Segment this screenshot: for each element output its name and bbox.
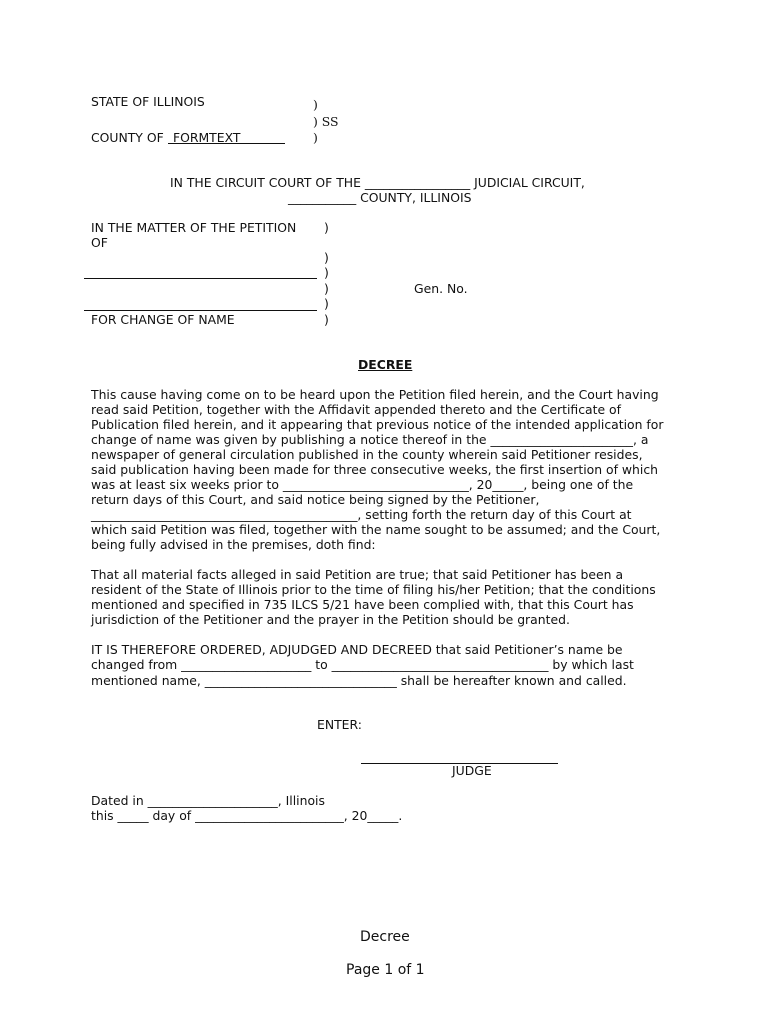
- para1-line: change of name was given by publishing a notice thereof in the _______________________, a: [91, 432, 649, 447]
- county-label: COUNTY OF: [91, 130, 164, 145]
- footer-document-name: Decree: [360, 929, 410, 945]
- matter-line1: IN THE MATTER OF THE PETITION: [91, 220, 297, 235]
- gen-no-label: Gen. No.: [414, 281, 468, 296]
- dated-line1: Dated in _____________________, Illinois: [91, 793, 325, 808]
- para1-line: read said Petition, together with the Affidavit appended thereto and the Certificate of: [91, 402, 621, 417]
- caption-paren: ): [324, 220, 329, 235]
- court-heading-line1: IN THE CIRCUIT COURT OF THE _________________ JUDICIAL CIRCUIT,: [170, 175, 585, 190]
- para3-line: changed from _____________________ to ___________________________________ by which last: [91, 657, 634, 672]
- para1-line: return days of this Court, and said notice being signed by the Petitioner,: [91, 492, 540, 507]
- court-heading-line2: ___________ COUNTY, ILLINOIS: [288, 190, 472, 205]
- caption-paren: ): [324, 296, 329, 311]
- petitioner-name-line-1: [84, 278, 317, 279]
- header-paren-3: ): [313, 130, 318, 145]
- county-form-field[interactable]: FORMTEXT: [173, 130, 241, 145]
- para2-line: That all material facts alleged in said Petition are true; that said Petitioner has been a: [91, 567, 624, 582]
- matter-line2: OF: [91, 235, 108, 250]
- para2-line: jurisdiction of the Petitioner and the prayer in the Petition should be granted.: [91, 612, 570, 627]
- para1-line: said publication having been made for three consecutive weeks, the first insertion of which: [91, 462, 659, 477]
- para2-line: mentioned and specified in 735 ILCS 5/21 have been complied with, that this Court has: [91, 597, 634, 612]
- judge-label: JUDGE: [452, 763, 492, 778]
- ss-marker: ) SS: [313, 114, 339, 129]
- para2-line: resident of the State of Illinois prior to the time of filing his/her Petition; that the conditions: [91, 582, 656, 597]
- caption-paren: ): [324, 265, 329, 280]
- para1-line: ___________________________________________, setting forth the return day of this Court at: [91, 507, 632, 522]
- para3-line: IT IS THEREFORE ORDERED, ADJUDGED AND DECREED that said Petitioner’s name be: [91, 642, 623, 657]
- para1-line: Publication filed herein, and it appearing that previous notice of the intended application for: [91, 417, 664, 432]
- para1-line: which said Petition was filed, together with the name sought to be assumed; and the Court,: [91, 522, 661, 537]
- for-change-label: FOR CHANGE OF NAME: [91, 312, 235, 327]
- caption-paren: ): [324, 250, 329, 265]
- para1-line: was at least six weeks prior to ______________________________, 20_____, being one of the: [91, 477, 634, 492]
- para3-line: mentioned name, _______________________________ shall be hereafter known and called.: [91, 673, 627, 688]
- para1-line: This cause having come on to be heard upon the Petition filed herein, and the Court having: [91, 387, 659, 402]
- caption-paren: ): [324, 281, 329, 296]
- enter-label: ENTER:: [317, 717, 362, 732]
- para1-line: newspaper of general circulation published in the county wherein said Petitioner resides,: [91, 447, 643, 462]
- document-title: DECREE: [358, 357, 413, 372]
- petitioner-name-line-2: [84, 310, 317, 311]
- state-heading: STATE OF ILLINOIS: [91, 94, 205, 109]
- para1-line: being fully advised in the premises, doth find:: [91, 537, 376, 552]
- caption-paren: ): [324, 312, 329, 327]
- header-paren-1: ): [313, 97, 318, 112]
- dated-line2: this _____ day of ________________________, 20_____.: [91, 808, 403, 823]
- footer-page-number: Page 1 of 1: [346, 962, 425, 978]
